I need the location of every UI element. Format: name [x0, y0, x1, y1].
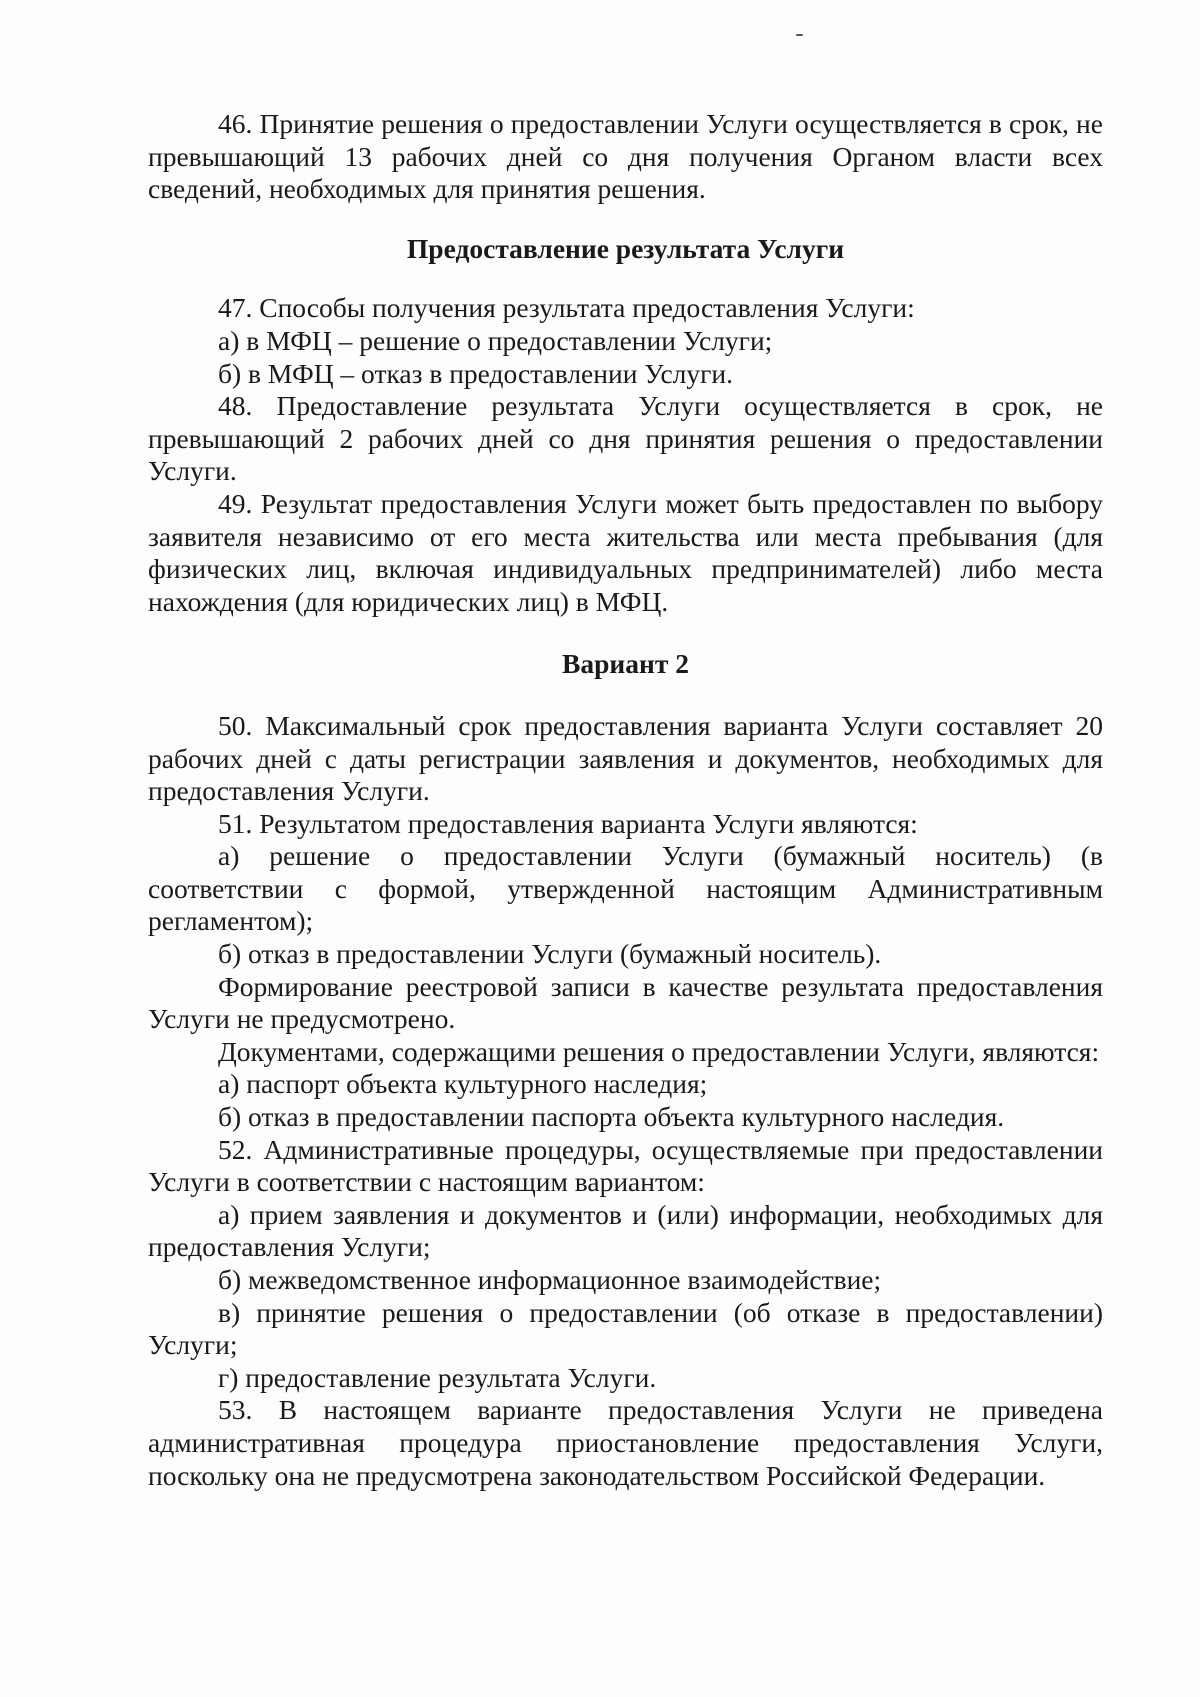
paragraph-50: 50. Максимальный срок предоставления варианта Услуги составляет 20 рабочих дней с даты регистрации заявления и документов, необходимых для предоставления Услуги. — [148, 709, 1103, 807]
paragraph-52-b: б) межведомственное информационное взаимодействие; — [218, 1264, 882, 1295]
scan-speck — [796, 34, 803, 36]
paragraph-52: 52. Административные процедуры, осуществляемые при предоставлении Услуги в соответствии с настоящим вариантом: — [148, 1133, 1103, 1198]
paragraph-53: 53. В настоящем варианте предоставления Услуги не приведена административная процедура приостановление предоставления Услуги, поскольку она не предусмотрена законодательством Российской Федерации. — [148, 1394, 1103, 1491]
paragraph-documents-intro: Документами, содержащими решения о предоставлении Услуги, являются: — [218, 1035, 1100, 1067]
paragraph-documents-b: б) отказ в предоставлении паспорта объекта культурного наследия. — [218, 1101, 1005, 1133]
paragraph-documents-a: а) паспорт объекта культурного наследия; — [218, 1068, 708, 1100]
paragraph-52-a: а) прием заявления и документов и (или) информации, необходимых для предоставления Услуги; — [148, 1198, 1103, 1263]
paragraph-49: 49. Результат предоставления Услуги может быть предоставлен по выбору заявителя независимо от его места жительства или места пребывания (для физических лиц, включая индивидуальных предпринимателей) либо места нахождения (для юридических лиц) в МФЦ. — [148, 487, 1103, 617]
paragraph-51-b: б) отказ в предоставлении Услуги (бумажный носитель). — [218, 938, 882, 970]
document-body — [148, 108, 1103, 1492]
paragraph-48: 48. Предоставление результата Услуги осуществляется в срок, не превышающий 2 рабочих дней со дня принятия решения о предоставлении Услуги. — [148, 390, 1103, 487]
paragraph-46: 46. Принятие решения о предоставлении Услуги осуществляется в срок, не превышающий 13 рабочих дней со дня получения Органом власти всех сведений, необходимых для принятия решения. — [148, 108, 1103, 205]
paragraph-51-a: а) решение о предоставлении Услуги (бумажный носитель) (в соответствии с формой, утвержденной настоящим Административным регламентом); — [148, 840, 1103, 937]
paragraph-47-b: б) в МФЦ – отказ в предоставлении Услуги. — [218, 357, 734, 389]
paragraph-52-d: г) предоставление результата Услуги. — [218, 1361, 657, 1393]
paragraph-52-c: в) принятие решения о предоставлении (об отказе в предоставлении) Услуги; — [148, 1296, 1103, 1361]
paragraph-47-a: а) в МФЦ – решение о предоставлении Услуги; — [218, 324, 773, 356]
section-heading-result: Предоставление результата Услуги — [406, 232, 845, 264]
section-heading-variant-2: Вариант 2 — [562, 648, 689, 680]
paragraph-47: 47. Способы получения результата предоставления Услуги: — [218, 292, 915, 324]
paragraph-registry-note: Формирование реестровой записи в качестве результата предоставления Услуги не предусмотрено. — [148, 970, 1103, 1035]
paragraph-51: 51. Результатом предоставления варианта Услуги являются: — [218, 807, 918, 839]
